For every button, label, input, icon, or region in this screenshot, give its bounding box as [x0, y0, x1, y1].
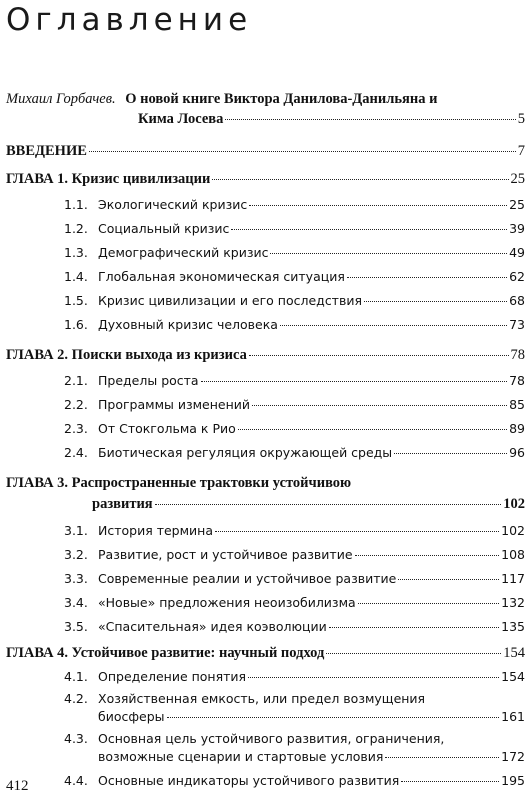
leader-dots — [394, 453, 507, 454]
section-title: Глобальная экономическая ситуация — [98, 269, 345, 284]
toc-section-2-1[interactable] — [64, 372, 525, 390]
page-ref: 39 — [509, 221, 525, 236]
leader-dots — [215, 531, 499, 532]
toc-section-4-4[interactable] — [64, 772, 525, 790]
section-number: 3.1. — [64, 523, 88, 538]
leader-dots — [364, 301, 507, 302]
page-ref: 195 — [501, 773, 525, 788]
page-ref: 172 — [501, 749, 525, 764]
page-ref: 49 — [509, 245, 525, 260]
leader-dots — [401, 781, 499, 782]
toc-section-1-1[interactable] — [64, 196, 525, 214]
leader-dots — [89, 151, 516, 152]
toc-section-1-2[interactable] — [64, 220, 525, 238]
intro-label: ВВЕДЕНИЕ — [6, 143, 87, 159]
leader-dots — [249, 355, 509, 356]
page-ref: 85 — [509, 397, 525, 412]
section-number: 1.3. — [64, 245, 88, 260]
section-number: 4.4. — [64, 773, 88, 788]
section-number: 3.4. — [64, 595, 88, 610]
section-number: 1.6. — [64, 317, 88, 332]
chapter-label: ГЛАВА 4. Устойчивое развитие: научный подход — [6, 645, 325, 661]
leader-dots — [231, 229, 507, 230]
section-number: 3.5. — [64, 619, 88, 634]
page-ref: 73 — [509, 317, 525, 332]
section-number: 2.2. — [64, 397, 88, 412]
leader-dots — [201, 381, 508, 382]
leader-dots — [252, 405, 507, 406]
page-number: 412 — [6, 778, 29, 794]
toc-section-2-2[interactable] — [64, 396, 525, 414]
section-title-continued: биосферы — [98, 709, 165, 724]
section-title: История термина — [98, 523, 213, 538]
section-number: 2.1. — [64, 373, 88, 388]
leader-dots — [398, 579, 499, 580]
foreword-title-line1: О новой книге Виктора Данилова-Данильяна и — [125, 91, 438, 107]
toc-section-3-5[interactable] — [64, 618, 525, 636]
toc-section-3-3[interactable] — [64, 570, 525, 588]
section-title: Основные индикаторы устойчивого развития — [98, 773, 400, 788]
leader-dots — [280, 325, 507, 326]
section-title: Определение понятия — [98, 669, 247, 684]
section-number: 4.3. — [64, 731, 88, 746]
section-title: Экологический кризис — [98, 197, 248, 212]
section-number: 3.3. — [64, 571, 88, 586]
leader-dots — [326, 653, 501, 654]
leader-dots — [248, 677, 499, 678]
page-ref: 154 — [503, 645, 525, 661]
section-number: 2.4. — [64, 445, 88, 460]
page-ref: 117 — [501, 571, 525, 586]
toc-chapter-2[interactable] — [0, 346, 531, 364]
section-title: Пределы роста — [98, 373, 199, 388]
toc-section-1-3[interactable] — [64, 244, 525, 262]
section-number: 2.3. — [64, 421, 88, 436]
leader-dots — [167, 717, 500, 718]
toc-section-3-4[interactable] — [64, 594, 525, 612]
leader-dots — [355, 555, 500, 556]
section-title: Основная цель устойчивого развития, ограничения, — [98, 731, 445, 746]
section-title-continued: возможные сценарии и стартовые условия — [98, 749, 384, 764]
page-ref: 161 — [501, 709, 525, 724]
section-title: Биотическая регуляция окружающей среды — [98, 445, 393, 460]
section-title: Кризис цивилизации и его последствия — [98, 293, 362, 308]
leader-dots — [238, 429, 507, 430]
section-number: 4.2. — [64, 691, 88, 706]
page-ref: 108 — [501, 547, 525, 562]
section-number: 1.2. — [64, 221, 88, 236]
toc-section-4-2[interactable] — [64, 690, 525, 726]
section-number: 4.1. — [64, 669, 88, 684]
chapter-label: ГЛАВА 1. Кризис цивилизации — [6, 171, 211, 187]
section-title: Современные реалии и устойчивое развитие — [98, 571, 397, 586]
page-ref: 62 — [509, 269, 525, 284]
section-title: Духовный кризис человека — [98, 317, 278, 332]
page-ref: 25 — [510, 171, 525, 187]
toc-section-1-4[interactable] — [64, 268, 525, 286]
leader-dots — [385, 757, 499, 758]
section-title: «Новые» предложения неоизобилизма — [98, 595, 356, 610]
toc-section-3-2[interactable] — [64, 546, 525, 564]
section-title: Программы изменений — [98, 397, 251, 412]
leader-dots — [270, 253, 507, 254]
leader-dots — [212, 179, 508, 180]
page-ref: 102 — [501, 523, 525, 538]
chapter-label-continued: развития — [92, 496, 153, 512]
leader-dots — [249, 205, 507, 206]
toc-section-1-5[interactable] — [64, 292, 525, 310]
toc-section-4-3[interactable] — [64, 730, 525, 766]
toc-section-4-1[interactable] — [64, 668, 525, 686]
page-ref: 102 — [503, 496, 525, 512]
leader-dots — [225, 119, 515, 120]
leader-dots — [347, 277, 507, 278]
foreword-author: Михаил Горбачев. — [6, 91, 116, 107]
page-ref: 154 — [501, 669, 525, 684]
leader-dots — [329, 627, 499, 628]
page-ref: 78 — [510, 347, 525, 363]
section-title: Социальный кризис — [98, 221, 230, 236]
toc-chapter-1[interactable] — [0, 170, 531, 188]
section-number: 3.2. — [64, 547, 88, 562]
leader-dots — [358, 603, 499, 604]
section-title: Развитие, рост и устойчивое развитие — [98, 547, 353, 562]
section-number: 1.5. — [64, 293, 88, 308]
toc-entry-foreword[interactable] — [0, 90, 531, 128]
page-ref: 78 — [509, 373, 525, 388]
page-ref: 25 — [509, 197, 525, 212]
toc-section-3-1[interactable] — [64, 522, 525, 540]
page-ref: 89 — [509, 421, 525, 436]
section-title: Хозяйственная емкость, или предел возмущения — [98, 691, 426, 706]
toc-chapter-3[interactable] — [0, 474, 531, 513]
page-ref: 68 — [509, 293, 525, 308]
page-ref: 96 — [509, 445, 525, 460]
page-ref: 135 — [501, 619, 525, 634]
page-ref: 5 — [517, 111, 525, 127]
page-ref: 7 — [517, 143, 525, 159]
section-title: «Спасительная» идея коэволюции — [98, 619, 327, 634]
foreword-title-line2: Кима Лосева — [138, 111, 224, 127]
section-number: 1.1. — [64, 197, 88, 212]
chapter-label: ГЛАВА 3. Распространенные трактовки устойчивою — [6, 475, 352, 491]
page-title: Оглавление — [6, 2, 253, 38]
toc-section-2-3[interactable] — [64, 420, 525, 438]
chapter-label: ГЛАВА 2. Поиски выхода из кризиса — [6, 347, 247, 363]
section-title: От Стокгольма к Рио — [98, 421, 236, 436]
toc-chapter-4[interactable] — [0, 644, 531, 662]
page-ref: 132 — [501, 595, 525, 610]
leader-dots — [155, 504, 502, 505]
section-number: 1.4. — [64, 269, 88, 284]
toc-section-1-6[interactable] — [64, 316, 525, 334]
toc-section-2-4[interactable] — [64, 444, 525, 462]
section-title: Демографический кризис — [98, 245, 269, 260]
toc-entry-intro[interactable] — [0, 142, 531, 160]
